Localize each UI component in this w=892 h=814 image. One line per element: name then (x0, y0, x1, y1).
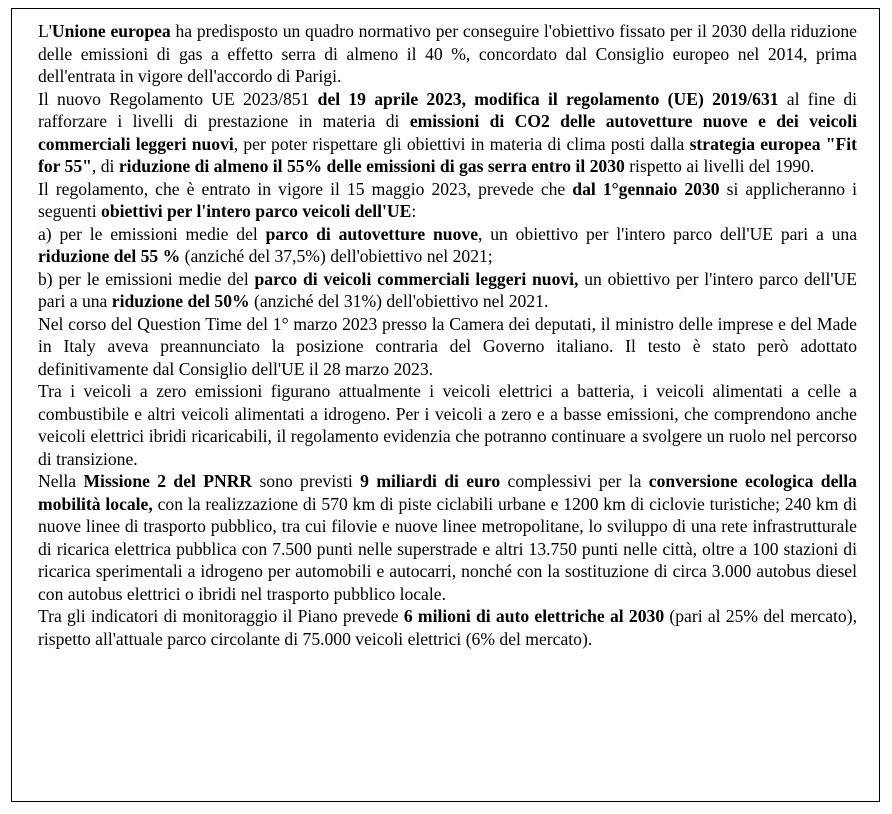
text-run: con la realizzazione di 570 km di piste ciclabili urbane e 1200 km di ciclovie turistiche; 240 km di nuove linee di trasporto pubblico, tra cui filovie e nuove linee metropolitane, lo sviluppo di una rete infrastrutturale di ricarica elettrica pubblica con 7.500 punti nelle superstrade e altri 13.750 punti nelle città, oltre a 100 stazioni di ricarica sperimentali a idrogeno per automobili e autocarri, nonché con la sostituzione di circa 3.000 autobus diesel con autobus elettrici o ibridi nel trasporto pubblico locale. (38, 493, 857, 604)
paragraph-6 (38, 313, 857, 381)
bold-text-run: Unione europea (51, 21, 171, 41)
bold-text-run: obiettivi per l'intero parco veicoli dell'UE (101, 201, 412, 221)
text-run: , di (91, 156, 119, 176)
text-run: a) per le emissioni medie del (38, 223, 266, 244)
paragraph-7 (38, 380, 857, 470)
text-run: Nel corso del Question Time del 1° marzo 2023 presso la Camera dei deputati, il ministro delle imprese e del Made in Italy aveva preannunciato la posizione contraria del Governo italiano. Il testo è stato però adottato definitivamente dal Consiglio dell'UE il 28 marzo 2023. (38, 313, 857, 379)
paragraph-3 (38, 178, 857, 223)
bold-text-run: parco di veicoli commerciali leggeri nuovi, (254, 268, 579, 289)
text-run: Il regolamento, che è entrato in vigore il 15 maggio 2023, prevede che (38, 178, 573, 199)
paragraph-5 (38, 268, 857, 313)
document-body (38, 20, 857, 650)
text-run: sono previsti (252, 471, 361, 491)
text-run: complessivi per la (500, 471, 649, 491)
text-run: ha predisposto un quadro normativo per conseguire l'obiettivo fissato per il 2030 della riduzione delle emissioni di gas a effetto serra di almeno il 40 %, concordato dal Consiglio europeo nel 2014, prima dell'entrata in vigore dell'accordo di Parigi. (38, 21, 857, 86)
text-run: (anziché del 37,5%) dell'obiettivo nel 2021; (180, 246, 493, 266)
bold-text-run: emissioni di CO2 delle autovetture nuove e dei veicoli commerciali leggeri nuovi (38, 111, 857, 154)
bold-text-run: 6 milioni di auto elettriche al 2030 (403, 606, 665, 626)
text-run: Tra i veicoli a zero emissioni figurano attualmente i veicoli elettrici a batteria, i veicoli alimentati a celle a combustibile e altri veicoli alimentati a idrogeno. Per i veicoli a zero e a basse emissioni, che comprendono anche veicoli elettrici ibridi ricaricabili, il regolamento evidenzia che potranno continuare a svolgere un ruolo nel percorso di transizione. (38, 381, 857, 469)
paragraph-4 (38, 223, 857, 268)
text-run: : (411, 201, 417, 221)
text-run: al fine di rafforzare i livelli di prestazione in materia di (38, 88, 858, 131)
text-run: , per poter rispettare gli obiettivi in materia di clima posti dalla (233, 133, 690, 154)
text-run: L' (38, 21, 52, 41)
bold-text-run: parco di autovetture nuove (265, 223, 478, 244)
text-run: Tra gli indicatori di monitoraggio il Piano prevede (38, 606, 404, 626)
text-run: Nella (38, 471, 84, 491)
bold-text-run: riduzione di almeno il 55% delle emissioni di gas serra entro il 2030 (118, 156, 625, 176)
bold-text-run: riduzione del 50% (111, 291, 250, 311)
text-run: (anziché del 31%) dell'obiettivo nel 2021. (249, 291, 549, 311)
text-run: , un obiettivo per l'intero parco dell'UE pari a una (478, 223, 857, 244)
paragraph-1 (38, 20, 857, 88)
paragraph-2 (38, 88, 857, 178)
bold-text-run: Missione 2 del PNRR (83, 471, 253, 491)
bold-text-run: del 19 aprile 2023, modifica il regolamento (UE) 2019/631 (317, 88, 779, 109)
text-run: si applicheranno i seguenti (38, 178, 857, 221)
text-run: b) per le emissioni medie del (38, 268, 255, 289)
bold-text-run: 9 miliardi di euro (360, 471, 501, 491)
text-run: (pari al 25% del mercato), rispetto all'attuale parco circolante di 75.000 veicoli elettrici (6% del mercato). (38, 606, 857, 649)
paragraph-9 (38, 605, 857, 650)
bold-text-run: riduzione del 55 % (38, 246, 181, 266)
paragraph-8 (38, 470, 857, 605)
text-run: Il nuovo Regolamento UE 2023/851 (38, 88, 318, 109)
bold-text-run: dal 1°gennaio 2030 (572, 178, 720, 199)
bold-text-run: strategia europea "Fit for 55" (38, 133, 857, 176)
bold-text-run: conversione ecologica della mobilità locale, (38, 471, 857, 514)
text-run: un obiettivo per l'intero parco dell'UE pari a una (38, 268, 857, 311)
text-run: rispetto ai livelli del 1990. (624, 156, 815, 176)
